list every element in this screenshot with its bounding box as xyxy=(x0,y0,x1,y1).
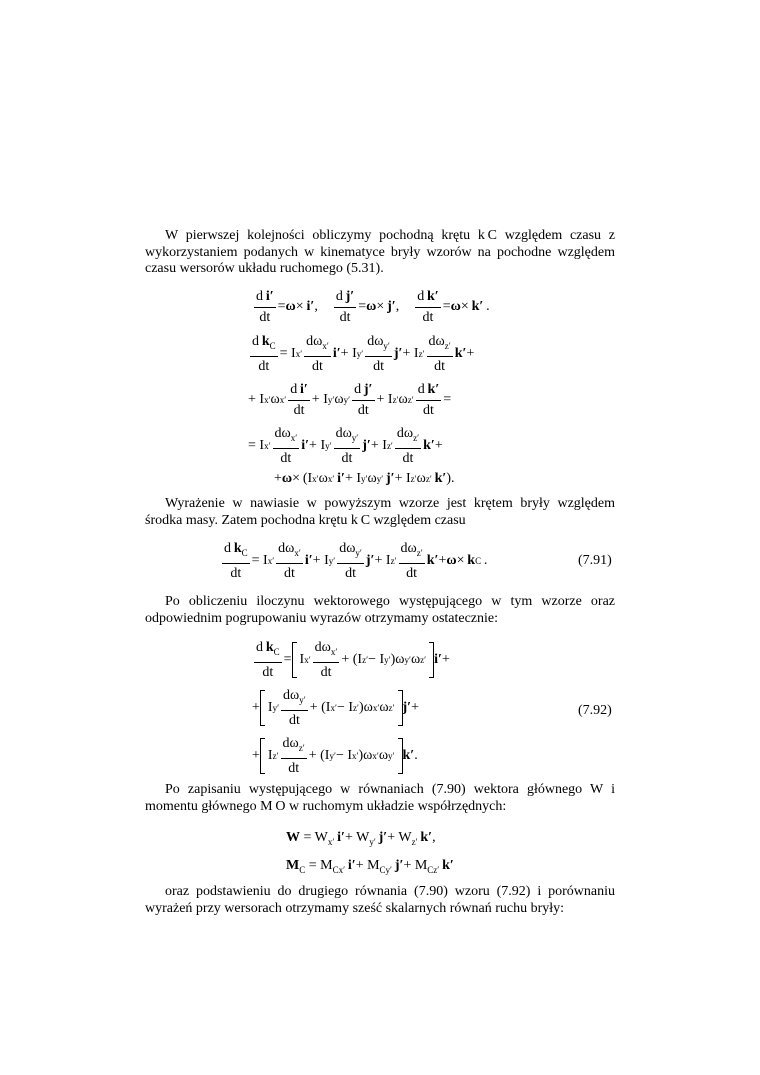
paragraph-1-text: W pierwszej kolejności obliczymy pochodną krętu k C względem czasu z wykorzystaniem podanych w kinematyce bryły wzorów na pochodne względem czasu wersorów układu ruchomego (5.31). xyxy=(145,228,615,277)
equation-unit-vector-derivatives: $\frac{\text{d i′}}{dt}$ = ω × i′ , $\frac{\text{d j′}}{dt}$ = ω × j′ , $\frac{\text{d k′}}{dt}$ = ω × k′ . xyxy=(256,289,490,325)
equation-angular-momentum-derivative-expansion: $\frac{d k_C}{dt}$ = I x′ $\frac{d\omega_{x'}}{dt}$ i′ + I y′ $\frac{d\omega_{y'}}{dt}$ j′ + I z′ $\frac{d\omega_{z'}}{dt}$ k′ + + I x′ ω x′ $\frac{\text{d i′}}{dt}$ + I y′ ω y′ $\frac{\text{d j′}}{dt}$ + I z′ ω z′ $\frac{\text{d k′}}{dt}$ = = I x′ $\frac{d\omega_{x'}}{dt}$ i′ + I y′ $\frac{d\omega_{y'}}{dt}$ j′ + I z′ $\frac{d\omega_{z'}}{dt}$ k′ + + ω × (I x′ ω x′ i′ + I y′ ω y′ j′ + I z′ ω z′ k′ ). xyxy=(248,334,475,486)
paragraph-2-text: Wyrażenie w nawiasie w powyższym wzorze jest krętem bryły względem środka masy. Zatem pochodna krętu k C względem czasu xyxy=(145,496,615,528)
fraction: $\frac{\text{d k′}}{dt}$ xyxy=(417,289,439,325)
equation-number-7-91: (7.91) xyxy=(578,553,612,568)
paragraph-4 xyxy=(145,782,615,815)
equation-7-91: $\frac{d k_C}{dt}$ = I x′ $\frac{d\omega_{x'}}{dt}$ i′ + I y′ $\frac{d\omega_{y'}}{dt}$ j′ + I z′ $\frac{d\omega_{z'}}{dt}$ k′ + ω × k C . xyxy=(224,541,488,581)
paragraph-1 xyxy=(145,228,615,278)
paragraph-5-text: oraz podstawieniu do drugiego równania (7.90) wzoru (7.92) i porównaniu wyrażeń przy wersorach otrzymamy sześć skalarnych równań ruchu bryły: xyxy=(145,884,615,916)
paragraph-3-text: Po obliczeniu iloczynu wektorowego występującego w tym wzorze oraz odpowiednim pogrupowaniu wyrazów otrzymamy ostatecznie: xyxy=(145,594,615,626)
equation-7-92: $\frac{d k_C}{dt}$ = I x′ $\frac{d\omega_{x'}}{dt}$ + (I z′ − I y′ )ω y′ ω z′ i′ + + I y′ $\frac{d\omega_{y'}}{dt}$ + (I x′ − I z′ )ω x′ ω z′ j′ + + I z′ $\frac{d\omega_{z'}}{dt}$ + (I y′ − I x′ )ω x′ ω y′ k′ . xyxy=(252,640,450,776)
equation-main-force: $W = W_{x'}$ $i'+ W_{y'}$ $j'+ W_{z'}$ k′, xyxy=(286,830,436,847)
equation-force-moment-components xyxy=(286,826,454,882)
equation-main-moment: $M_C = M_{Cx'}$ $i'+ M_{Cy'}$ $j'+ M_{Cz'}$ k′ xyxy=(286,857,454,875)
equation-number-7-92: (7.92) xyxy=(578,703,612,718)
paragraph-4-text: Po zapisaniu występującego w równaniach (7.90) wektora głównego W i momentu głównego M O w ruchomym układzie współrzędnych: xyxy=(145,782,615,814)
fraction: $\frac{\text{d j′}}{dt}$ xyxy=(335,289,355,325)
paragraph-3 xyxy=(145,594,615,627)
paragraph-2 xyxy=(145,496,615,529)
fraction: $\frac{\text{d i′}}{dt}$ xyxy=(256,289,274,325)
paragraph-5 xyxy=(145,884,615,917)
